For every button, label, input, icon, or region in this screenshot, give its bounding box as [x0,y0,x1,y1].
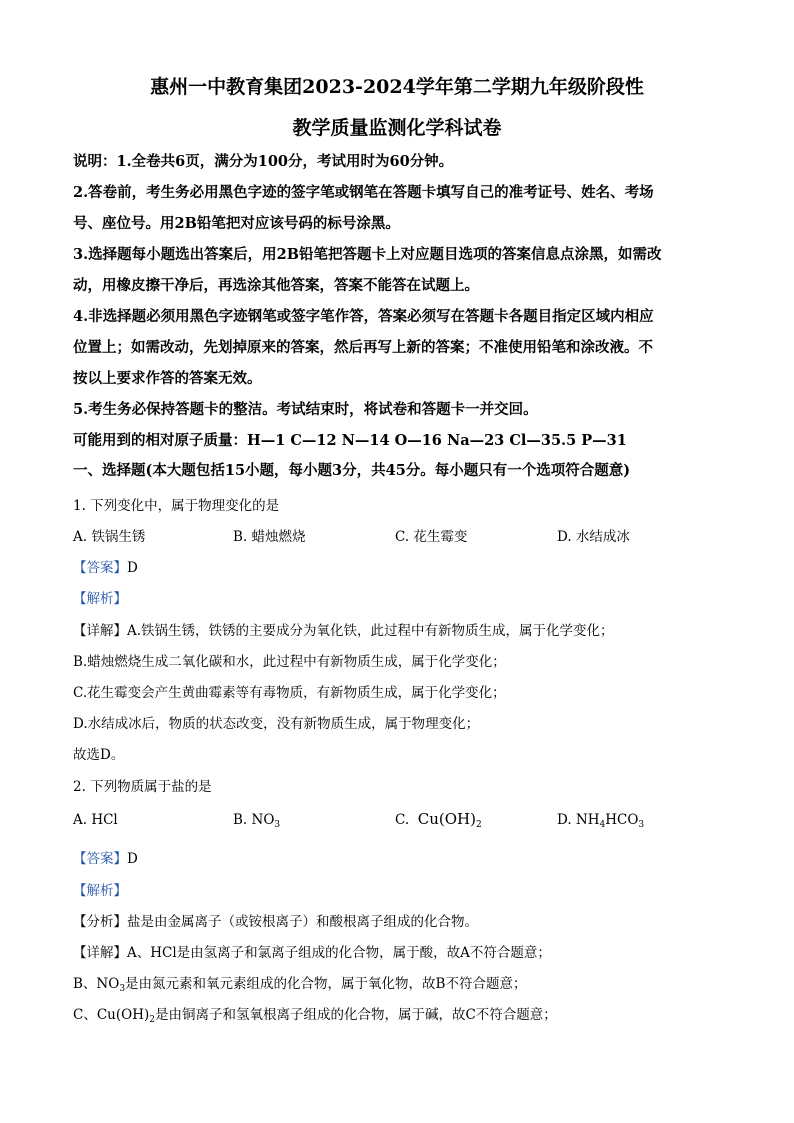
detail-tag: 【详解】 [73,945,127,961]
q2-option-b: B. $NO_3$ [233,812,281,830]
detail-text: A.铁锅生锈，铁锈的主要成分为氧化铁，此过程中有新物质生成，属于化学变化； [127,623,614,639]
instruction-4b: 位置上；如需改动，先划掉原来的答案，然后再写上新的答案；不准使用铅笔和涂改液。不 [73,339,653,356]
q1-option-d: D. 水结成冰 [557,529,630,545]
q1-answer [73,556,138,576]
section-heading: 一、选择题(本大题包括15小题，每小题3分，共45分。每小题只有一个选项符合题意) [73,462,631,479]
instruction-1: 说明：1.全卷共6页，满分为100分，考试用时为60分钟。 [73,153,454,170]
instruction-3a: 3.选择题每小题选出答案后，用2B铅笔把答题卡上对应题目选项的答案信息点涂黑，如需改 [73,246,662,263]
q2-detail-2: B、$NO_3$是由氮元素和氧元素组成的化合物，属于氧化物，故B不符合题意； [73,976,527,994]
question-1-stem: 1. 下列变化中，属于物理变化的是 [73,498,280,514]
q2-detail-1 [73,941,551,961]
detail-text: A、HCl是由氢离子和氯离子组成的化合物，属于酸，故A不符合题意； [127,945,551,961]
analysis-tag: 【解析】 [73,883,127,899]
q1-option-b: B. 蜡烛燃烧 [233,529,306,545]
q2-option-d: D. $NH_4HCO_3$ [557,812,645,830]
q1-conclusion: 故选D。 [73,747,125,763]
q1-option-c: C. 花生霉变 [395,529,468,545]
detail-tag: 【详解】 [73,623,127,639]
q2-analysis-tag [73,879,127,899]
exam-title-line1: 惠州一中教育集团2023-2024学年第二学期九年级阶段性 [150,76,644,98]
q1-detail-3: C.花生霉变会产生黄曲霉素等有毒物质，有新物质生成，属于化学变化； [73,685,506,701]
q1-detail-4: D.水结成冰后，物质的状态改变，没有新物质生成，属于物理变化； [73,716,480,732]
q2-fenxi [73,910,478,930]
analysis-tag: 【解析】 [73,591,127,607]
atomic-mass-reference: 可能用到的相对原子质量：H—1 C—12 N—14 O—16 Na—23 Cl—35.5 P—31 [73,432,627,449]
q2-detail-3: C、$Cu(OH)_2$是由铜离子和氢氧根离子组成的化合物，属于碱，故C不符合题意； [73,1007,557,1025]
instruction-2b: 号、座位号。用2B铅笔把对应该号码的标号涂黑。 [73,215,400,232]
q2-answer [73,847,138,867]
fenxi-tag: 【分析】 [73,914,127,930]
fenxi-text: 盐是由金属离子（或铵根离子）和酸根离子组成的化合物。 [127,914,478,930]
instruction-3b: 动，用橡皮擦干净后，再选涂其他答案，答案不能答在试题上。 [73,277,479,294]
q1-option-a: A. 铁锅生锈 [73,529,146,545]
exam-title-line2: 教学质量监测化学科试卷 [292,117,502,139]
instruction-4c: 按以上要求作答的答案无效。 [73,370,262,387]
q1-analysis-tag [73,587,127,607]
instruction-5: 5.考生务必保持答题卡的整洁。考试结束时，将试卷和答题卡一并交回。 [73,401,538,418]
answer-tag: 【答案】 [73,560,127,576]
answer-value: D [127,560,138,576]
q1-detail-1 [73,619,614,639]
instruction-4a: 4.非选择题必须用黑色字迹钢笔或签字笔作答，答案必须写在答题卡各题目指定区域内相应 [73,308,654,325]
q2-option-a: A. HCl [73,812,118,828]
question-2-stem: 2. 下列物质属于盐的是 [73,779,212,795]
q1-detail-2: B.蜡烛燃烧生成二氧化碳和水，此过程中有新物质生成，属于化学变化； [73,654,506,670]
answer-value: D [127,851,138,867]
answer-tag: 【答案】 [73,851,127,867]
instruction-2a: 2.答卷前，考生务必用黑色字迹的签字笔或钢笔在答题卡填写自己的准考证号、姓名、考场 [73,184,654,201]
q2-option-c: C. $Cu(OH)_2$ [395,810,482,830]
